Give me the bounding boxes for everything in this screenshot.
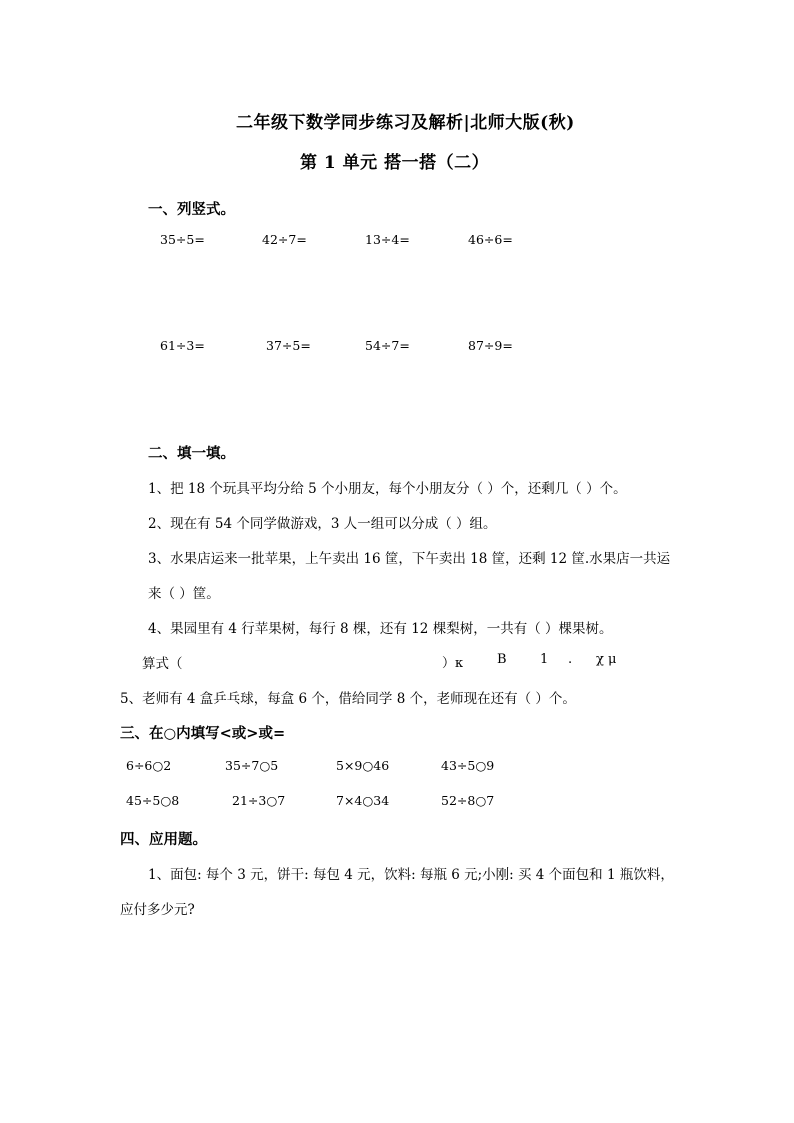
section-3-heading: 三、在○内填写<或>或= (120, 725, 286, 742)
comparison: 52÷8○7 (441, 793, 495, 808)
equation: 61÷3= (160, 338, 205, 353)
equation: 87÷9= (468, 338, 513, 353)
formula-close: ）κ (442, 656, 464, 671)
comparison: 43÷5○9 (441, 758, 495, 773)
question-2-2: 2、现在有 54 个同学做游戏，3 人一组可以分成（ ）组。 (148, 516, 497, 532)
fragment-b: Β (497, 652, 507, 667)
equation: 46÷6= (468, 232, 513, 247)
fragment-1: 1 (540, 652, 549, 667)
question-2-5: 5、老师有 4 盒乒乓球，每盒 6 个，借给同学 8 个，老师现在还有（ ）个。 (120, 691, 576, 707)
comparison: 45÷5○8 (126, 793, 180, 808)
equation: 42÷7= (262, 232, 307, 247)
question-4-1-line1: 1、面包: 每个 3 元，饼干: 每包 4 元，饮料: 每瓶 6 元;小刚: 买 4 个面包和 1 瓶饮料， (148, 867, 674, 883)
doc-title: 二年级下数学同步练习及解析|北师大版(秋) (236, 113, 575, 133)
formula-label: 算式（ (142, 656, 183, 672)
equation: 35÷5= (160, 232, 205, 247)
section-1-heading: 一、列竖式。 (148, 201, 235, 218)
section-4-heading: 四、应用题。 (120, 831, 207, 848)
question-2-4: 4、果园里有 4 行苹果树，每行 8 棵，还有 12 棵梨树，一共有（ ）棵果树。 (148, 621, 613, 637)
equation: 37÷5= (266, 338, 311, 353)
comparison: 5×9○46 (336, 758, 390, 773)
question-4-1-line2: 应付多少元? (120, 902, 195, 918)
section-2-heading: 二、填一填。 (148, 445, 235, 462)
comparison: 35÷7○5 (225, 758, 279, 773)
fragment-chi-mu: χ μ (596, 652, 617, 667)
question-2-3-line2: 来（ ）筐。 (148, 586, 220, 602)
comparison: 21÷3○7 (232, 793, 286, 808)
question-2-3-line1: 3、水果店运来一批苹果，上午卖出 16 筐，下午卖出 18 筐，还剩 12 筐.水果店一共运 (148, 551, 671, 567)
comparison: 6÷6○2 (126, 758, 172, 773)
unit-title: 第 1 单元 搭一搭（二） (300, 153, 490, 173)
fragment-dot: . (568, 652, 573, 667)
question-2-1: 1、把 18 个玩具平均分给 5 个小朋友，每个小朋友分（ ）个，还剩几（ ）个。 (148, 481, 627, 497)
equation: 13÷4= (365, 232, 410, 247)
equation: 54÷7= (365, 338, 410, 353)
comparison: 7×4○34 (336, 793, 390, 808)
